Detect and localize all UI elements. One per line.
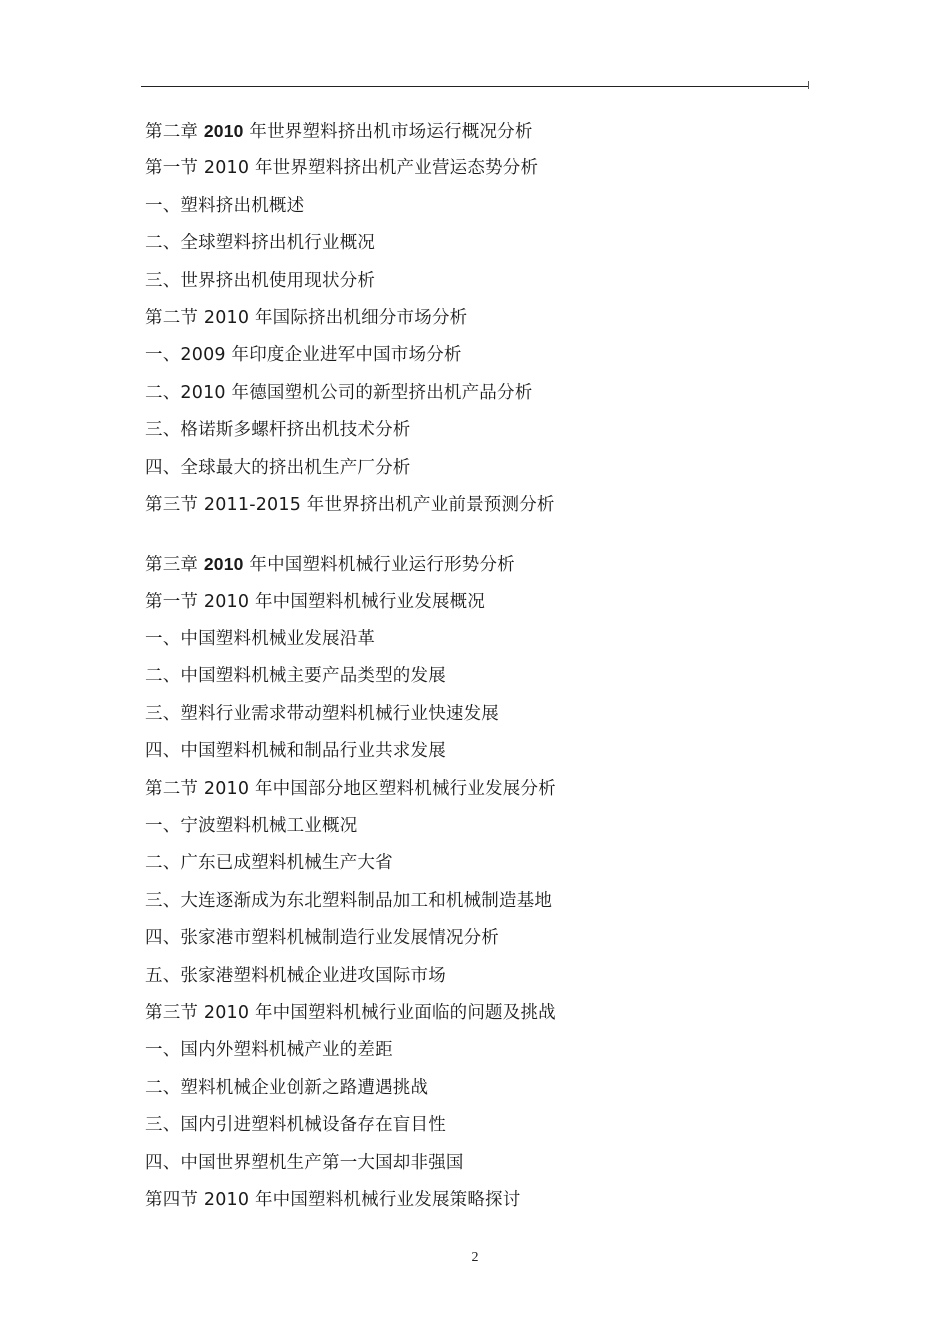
toc-entry: 三、世界挤出机使用现状分析 bbox=[145, 270, 376, 291]
chapter-prefix: 第二章 bbox=[145, 122, 204, 142]
section-gap bbox=[145, 524, 825, 546]
chapter-year: 2010 bbox=[203, 554, 244, 575]
table-of-contents bbox=[145, 113, 825, 1219]
chapter-year: 2010 bbox=[203, 121, 244, 141]
toc-entry: 三、塑料行业需求带动塑料机械行业快速发展 bbox=[145, 703, 499, 724]
chapter-prefix: 第三章 bbox=[145, 555, 204, 576]
toc-entry: 一、2009 年印度企业进军中国市场分析 bbox=[145, 345, 462, 366]
chapter-title: 年中国塑料机械行业运行形势分析 bbox=[243, 555, 515, 576]
toc-entry: 二、全球塑料挤出机行业概况 bbox=[145, 233, 376, 254]
toc-entry: 第二节 2010 年国际挤出机细分市场分析 bbox=[145, 307, 468, 328]
toc-entry: 二、塑料机械企业创新之路遭遇挑战 bbox=[145, 1077, 429, 1098]
toc-entry: 一、国内外塑料机械产业的差距 bbox=[145, 1040, 393, 1061]
toc-entry: 一、塑料挤出机概述 bbox=[145, 195, 305, 216]
toc-entry: 第三节 2010 年中国塑料机械行业面临的问题及挑战 bbox=[145, 1002, 556, 1023]
toc-entry: 四、中国塑料机械和制品行业共求发展 bbox=[145, 741, 446, 762]
toc-entry: 五、张家港塑料机械企业进攻国际市场 bbox=[145, 965, 446, 986]
toc-entry: 四、中国世界塑机生产第一大国却非强国 bbox=[145, 1152, 464, 1173]
toc-entry: 二、广东已成塑料机械生产大省 bbox=[145, 853, 393, 874]
toc-entry: 第一节 2010 年中国塑料机械行业发展概况 bbox=[145, 591, 486, 612]
toc-entry: 一、中国塑料机械业发展沿革 bbox=[145, 629, 376, 650]
toc-entry: 四、张家港市塑料机械制造行业发展情况分析 bbox=[145, 928, 499, 949]
toc-entry: 第三节 2011-2015 年世界挤出机产业前景预测分析 bbox=[145, 494, 555, 515]
toc-entry: 二、2010 年德国塑机公司的新型挤出机产品分析 bbox=[145, 382, 533, 403]
header-rule bbox=[141, 86, 808, 87]
toc-entry: 二、中国塑料机械主要产品类型的发展 bbox=[145, 666, 446, 687]
toc-entry: 三、国内引进塑料机械设备存在盲目性 bbox=[145, 1115, 446, 1136]
chapter-heading bbox=[145, 546, 825, 583]
toc-entry: 第一节 2010 年世界塑料挤出机产业营运态势分析 bbox=[145, 158, 539, 179]
chapter-title: 年世界塑料挤出机市场运行概况分析 bbox=[243, 122, 533, 142]
toc-entry: 第四节 2010 年中国塑料机械行业发展策略探讨 bbox=[145, 1189, 521, 1210]
toc-entry: 三、格诺斯多螺杆挤出机技术分析 bbox=[145, 420, 411, 441]
page-number: 2 bbox=[471, 1250, 479, 1265]
toc-entry: 第二节 2010 年中国部分地区塑料机械行业发展分析 bbox=[145, 778, 556, 799]
chapter-heading bbox=[145, 113, 825, 150]
toc-entry: 三、大连逐渐成为东北塑料制品加工和机械制造基地 bbox=[145, 890, 553, 911]
toc-entry: 一、宁波塑料机械工业概况 bbox=[145, 816, 358, 837]
header-rule-end-mark bbox=[808, 81, 812, 89]
toc-entry: 四、全球最大的挤出机生产厂分析 bbox=[145, 457, 411, 478]
